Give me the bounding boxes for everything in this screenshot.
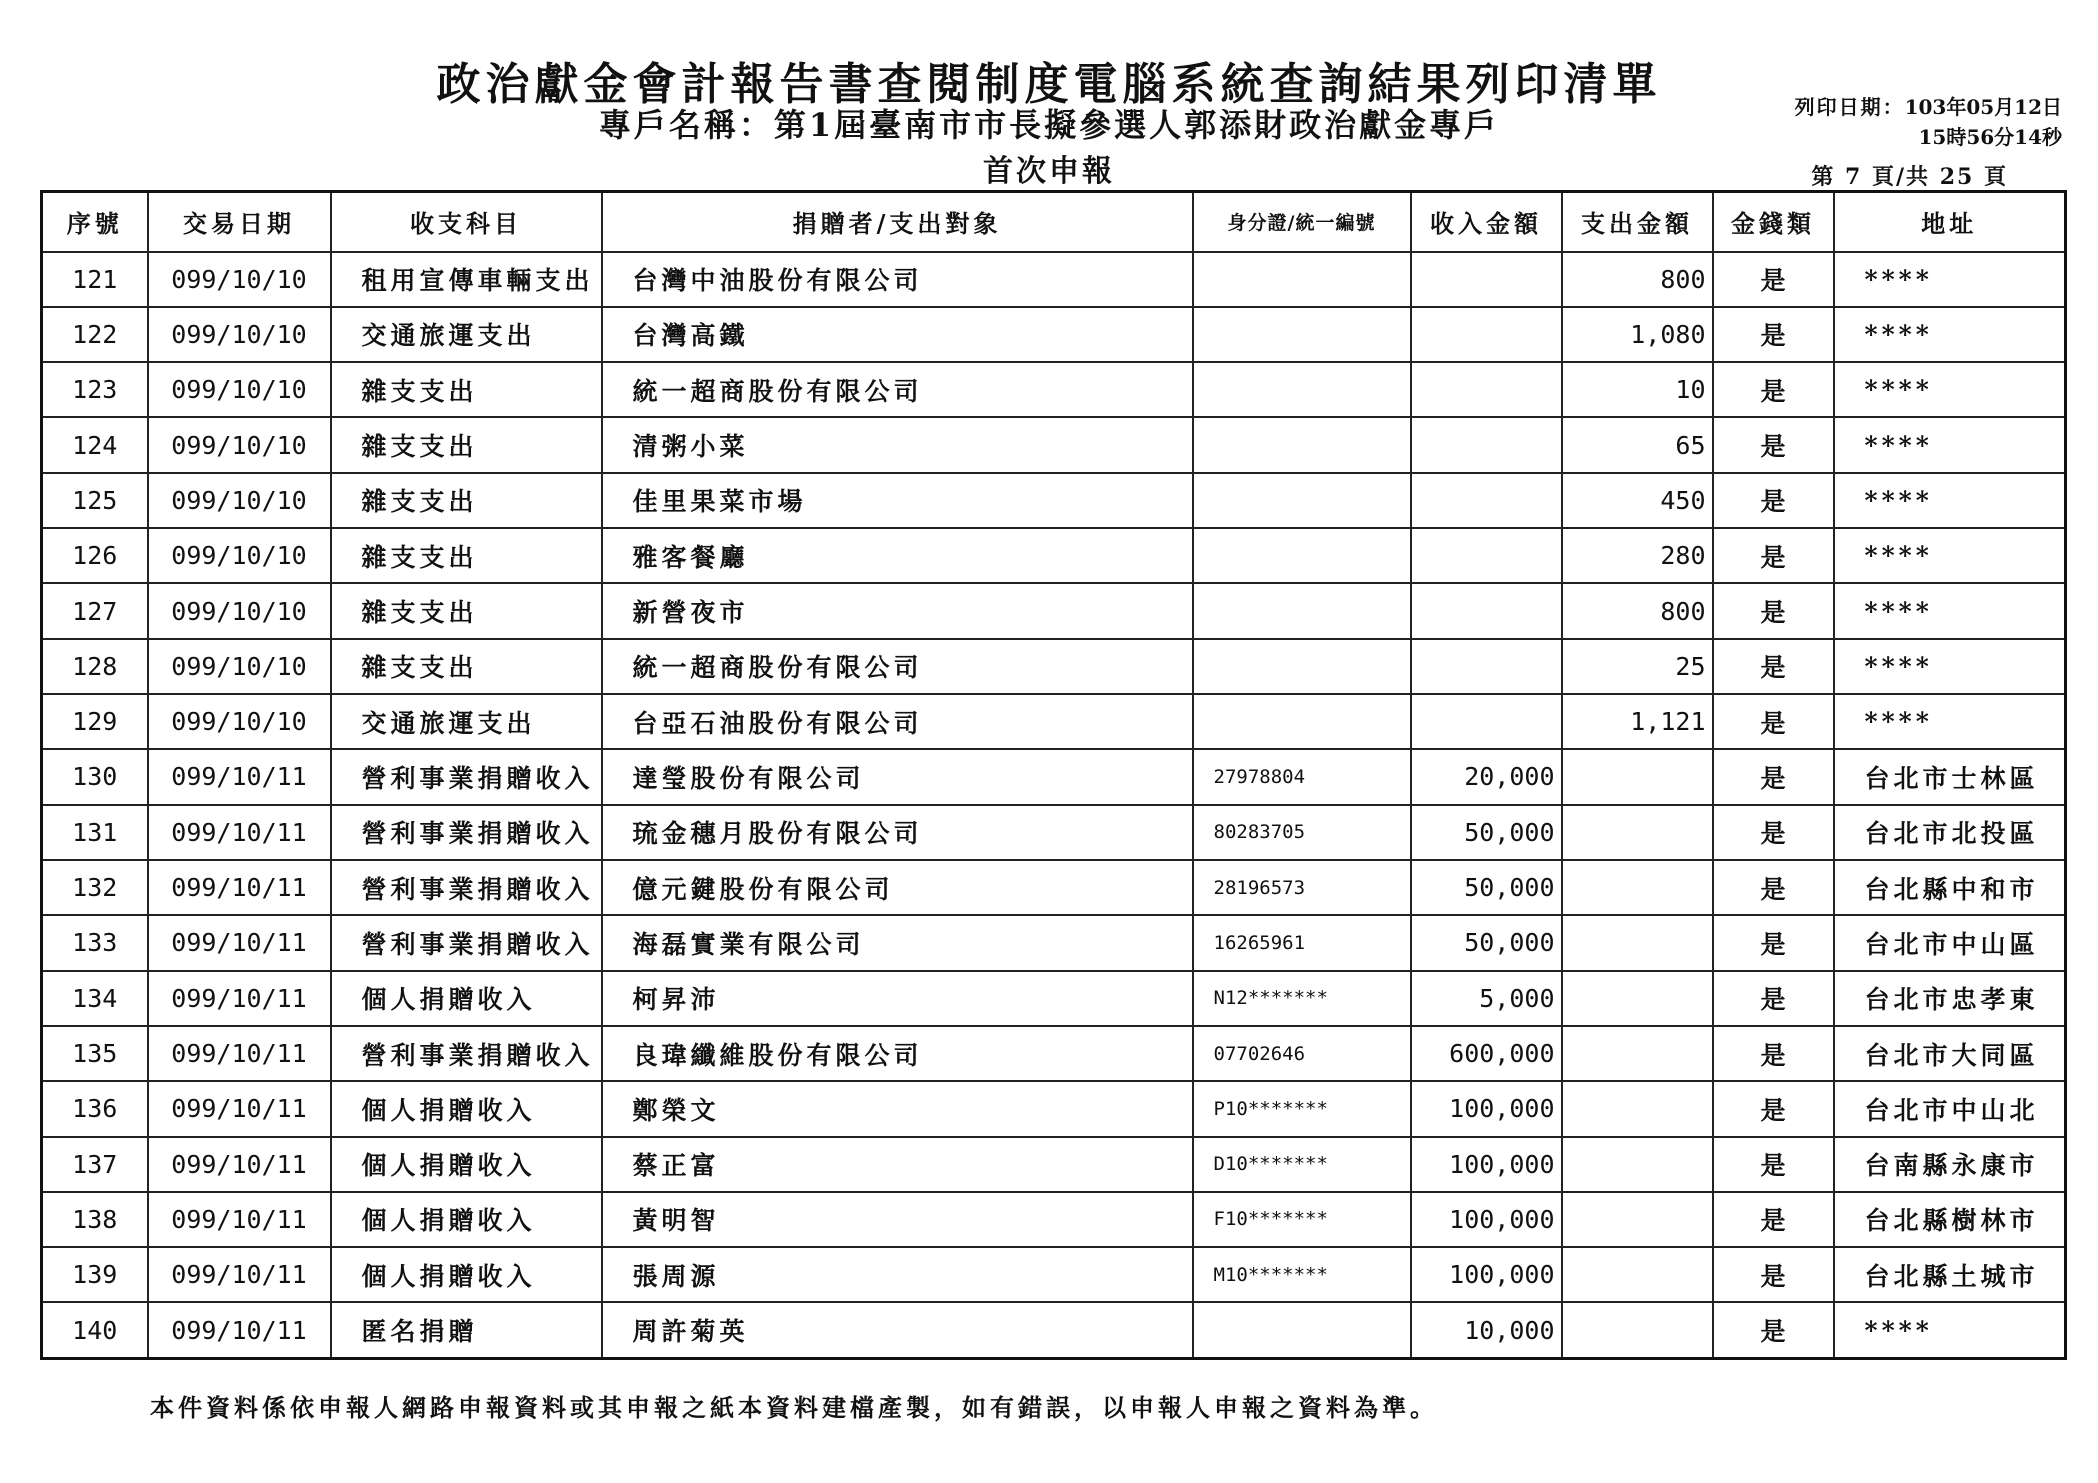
address: **** — [1834, 473, 2066, 528]
id-number — [1193, 417, 1411, 472]
transaction-date: 099/10/11 — [148, 915, 331, 970]
account-label: 專戶名稱： — [598, 106, 774, 144]
category: 營利事業捐贈收入 — [331, 860, 602, 915]
table-row — [42, 749, 2066, 804]
transaction-date: 099/10/10 — [148, 252, 331, 307]
row-number: 137 — [42, 1137, 148, 1192]
table-row — [42, 583, 2066, 638]
category: 個人捐贈收入 — [331, 1247, 602, 1302]
income-amount: 5,000 — [1411, 971, 1562, 1026]
row-number: 130 — [42, 749, 148, 804]
table-row — [42, 1137, 2066, 1192]
id-number: 27978804 — [1193, 749, 1411, 804]
donor-or-payee: 黃明智 — [602, 1192, 1193, 1247]
address: 台北縣土城市 — [1834, 1247, 2066, 1302]
address: **** — [1834, 252, 2066, 307]
column-header: 地址 — [1834, 192, 2066, 252]
category: 營利事業捐贈收入 — [331, 805, 602, 860]
expense-amount — [1562, 1192, 1713, 1247]
transaction-date: 099/10/10 — [148, 583, 331, 638]
address: **** — [1834, 417, 2066, 472]
print-date-label: 列印日期： — [1794, 95, 1905, 119]
id-number: D10******* — [1193, 1137, 1411, 1192]
category: 個人捐贈收入 — [331, 1081, 602, 1136]
expense-amount — [1562, 805, 1713, 860]
income-amount: 600,000 — [1411, 1026, 1562, 1081]
transaction-date: 099/10/11 — [148, 1026, 331, 1081]
id-number: N12******* — [1193, 971, 1411, 1026]
id-number: 16265961 — [1193, 915, 1411, 970]
table-row — [42, 1302, 2066, 1358]
donor-or-payee: 鄭榮文 — [602, 1081, 1193, 1136]
monetary-flag: 是 — [1713, 1137, 1834, 1192]
expense-amount: 1,080 — [1562, 307, 1713, 362]
monetary-flag: 是 — [1713, 805, 1834, 860]
category: 雜支支出 — [331, 417, 602, 472]
income-amount — [1411, 694, 1562, 749]
transaction-date: 099/10/11 — [148, 749, 331, 804]
donor-or-payee: 張周源 — [602, 1247, 1193, 1302]
table-row — [42, 805, 2066, 860]
monetary-flag: 是 — [1713, 583, 1834, 638]
donor-or-payee: 統一超商股份有限公司 — [602, 362, 1193, 417]
column-header: 金錢類 — [1713, 192, 1834, 252]
row-number: 140 — [42, 1302, 148, 1358]
category: 雜支支出 — [331, 583, 602, 638]
income-amount: 100,000 — [1411, 1137, 1562, 1192]
monetary-flag: 是 — [1713, 307, 1834, 362]
table-row — [42, 694, 2066, 749]
transaction-date: 099/10/10 — [148, 694, 331, 749]
monetary-flag: 是 — [1713, 528, 1834, 583]
category: 營利事業捐贈收入 — [331, 749, 602, 804]
page-info: 第 7 頁/共 25 頁 — [1811, 164, 2008, 190]
donor-or-payee: 億元鍵股份有限公司 — [602, 860, 1193, 915]
transaction-date: 099/10/11 — [148, 971, 331, 1026]
address: **** — [1834, 307, 2066, 362]
address: 台北縣樹林市 — [1834, 1192, 2066, 1247]
donor-or-payee: 統一超商股份有限公司 — [602, 639, 1193, 694]
transaction-date: 099/10/10 — [148, 473, 331, 528]
row-number: 122 — [42, 307, 148, 362]
monetary-flag: 是 — [1713, 915, 1834, 970]
income-amount — [1411, 417, 1562, 472]
id-number — [1193, 583, 1411, 638]
table-row — [42, 860, 2066, 915]
monetary-flag: 是 — [1713, 252, 1834, 307]
transaction-date: 099/10/10 — [148, 639, 331, 694]
id-number — [1193, 694, 1411, 749]
id-number: P10******* — [1193, 1081, 1411, 1136]
column-header: 身分證/統一編號 — [1193, 192, 1411, 252]
row-number: 136 — [42, 1081, 148, 1136]
id-number — [1193, 362, 1411, 417]
print-date — [1795, 92, 2062, 152]
row-number: 121 — [42, 252, 148, 307]
address: 台南縣永康市 — [1834, 1137, 2066, 1192]
row-number: 138 — [42, 1192, 148, 1247]
income-amount: 100,000 — [1411, 1192, 1562, 1247]
row-number: 128 — [42, 639, 148, 694]
expense-amount — [1562, 1137, 1713, 1192]
monetary-flag: 是 — [1713, 694, 1834, 749]
donor-or-payee: 新營夜市 — [602, 583, 1193, 638]
transaction-date: 099/10/11 — [148, 1192, 331, 1247]
income-amount — [1411, 252, 1562, 307]
table-row — [42, 417, 2066, 472]
transaction-date: 099/10/11 — [148, 1302, 331, 1358]
monetary-flag: 是 — [1713, 971, 1834, 1026]
donor-or-payee: 台亞石油股份有限公司 — [602, 694, 1193, 749]
address: **** — [1834, 694, 2066, 749]
table-row — [42, 1026, 2066, 1081]
expense-amount: 1,121 — [1562, 694, 1713, 749]
income-amount: 100,000 — [1411, 1247, 1562, 1302]
expense-amount: 800 — [1562, 252, 1713, 307]
id-number: 28196573 — [1193, 860, 1411, 915]
category: 營利事業捐贈收入 — [331, 1026, 602, 1081]
donor-or-payee: 雅客餐廳 — [602, 528, 1193, 583]
row-number: 126 — [42, 528, 148, 583]
monetary-flag: 是 — [1713, 1081, 1834, 1136]
category: 租用宣傳車輛支出 — [331, 252, 602, 307]
expense-amount: 65 — [1562, 417, 1713, 472]
address: 台北市忠孝東 — [1834, 971, 2066, 1026]
category: 雜支支出 — [331, 362, 602, 417]
income-amount: 10,000 — [1411, 1302, 1562, 1358]
column-header: 捐贈者/支出對象 — [602, 192, 1193, 252]
expense-amount: 10 — [1562, 362, 1713, 417]
account-value: 第1屆臺南市市長擬參選人郭添財政治獻金專戶 — [773, 106, 1500, 144]
donor-or-payee: 周許菊英 — [602, 1302, 1193, 1358]
income-amount: 50,000 — [1411, 805, 1562, 860]
address: 台北市中山區 — [1834, 915, 2066, 970]
table-row — [42, 915, 2066, 970]
transaction-date: 099/10/10 — [148, 417, 331, 472]
expense-amount — [1562, 749, 1713, 804]
id-number: 80283705 — [1193, 805, 1411, 860]
transaction-date: 099/10/11 — [148, 1137, 331, 1192]
column-header: 收入金額 — [1411, 192, 1562, 252]
expense-amount — [1562, 971, 1713, 1026]
income-amount — [1411, 583, 1562, 638]
expense-amount — [1562, 1026, 1713, 1081]
transaction-date: 099/10/11 — [148, 1081, 331, 1136]
address: **** — [1834, 1302, 2066, 1358]
id-number — [1193, 1302, 1411, 1358]
income-amount — [1411, 528, 1562, 583]
table-row — [42, 528, 2066, 583]
print-time-value: 15時56分14秒 — [1918, 125, 2062, 149]
income-amount — [1411, 639, 1562, 694]
donor-or-payee: 柯昇沛 — [602, 971, 1193, 1026]
donor-or-payee: 台灣高鐵 — [602, 307, 1193, 362]
table-row — [42, 362, 2066, 417]
id-number — [1193, 528, 1411, 583]
row-number: 132 — [42, 860, 148, 915]
income-amount: 50,000 — [1411, 860, 1562, 915]
address: **** — [1834, 528, 2066, 583]
id-number: 07702646 — [1193, 1026, 1411, 1081]
column-header: 交易日期 — [148, 192, 331, 252]
monetary-flag: 是 — [1713, 749, 1834, 804]
row-number: 125 — [42, 473, 148, 528]
table-row — [42, 252, 2066, 307]
donor-or-payee: 良瑋纖維股份有限公司 — [602, 1026, 1193, 1081]
row-number: 127 — [42, 583, 148, 638]
account-name — [0, 100, 2098, 146]
income-amount — [1411, 307, 1562, 362]
address: **** — [1834, 583, 2066, 638]
column-header: 序號 — [42, 192, 148, 252]
donor-or-payee: 佳里果菜市場 — [602, 473, 1193, 528]
donor-or-payee: 琉金穗月股份有限公司 — [602, 805, 1193, 860]
id-number: M10******* — [1193, 1247, 1411, 1302]
income-amount: 50,000 — [1411, 915, 1562, 970]
table-body — [42, 252, 2066, 1359]
row-number: 139 — [42, 1247, 148, 1302]
expense-amount — [1562, 915, 1713, 970]
row-number: 124 — [42, 417, 148, 472]
print-date-value: 103年05月12日 — [1904, 95, 2062, 119]
address: 台北縣中和市 — [1834, 860, 2066, 915]
expense-amount: 450 — [1562, 473, 1713, 528]
row-number: 133 — [42, 915, 148, 970]
expense-amount — [1562, 1247, 1713, 1302]
column-header: 收支科目 — [331, 192, 602, 252]
header-row — [42, 192, 2066, 252]
table-row — [42, 1247, 2066, 1302]
category: 匿名捐贈 — [331, 1302, 602, 1358]
transaction-date: 099/10/11 — [148, 805, 331, 860]
column-header: 支出金額 — [1562, 192, 1713, 252]
transaction-date: 099/10/10 — [148, 528, 331, 583]
transaction-date: 099/10/11 — [148, 860, 331, 915]
address: 台北市中山北 — [1834, 1081, 2066, 1136]
income-amount — [1411, 473, 1562, 528]
income-amount: 100,000 — [1411, 1081, 1562, 1136]
category: 雜支支出 — [331, 528, 602, 583]
expense-amount: 800 — [1562, 583, 1713, 638]
transaction-date: 099/10/10 — [148, 307, 331, 362]
document-title: 政治獻金會計報告書查閱制度電腦系統查詢結果列印清單 — [436, 59, 1662, 110]
address: **** — [1834, 362, 2066, 417]
income-amount: 20,000 — [1411, 749, 1562, 804]
monetary-flag: 是 — [1713, 1247, 1834, 1302]
row-number: 134 — [42, 971, 148, 1026]
category: 雜支支出 — [331, 639, 602, 694]
id-number — [1193, 473, 1411, 528]
footnote: 本件資料係依申報人網路申報資料或其申報之紙本資料建檔產製，如有錯誤，以申報人申報之資料為準。 — [150, 1393, 1438, 1422]
category: 雜支支出 — [331, 473, 602, 528]
monetary-flag: 是 — [1713, 362, 1834, 417]
monetary-flag: 是 — [1713, 1302, 1834, 1358]
table-row — [42, 1192, 2066, 1247]
monetary-flag: 是 — [1713, 473, 1834, 528]
records-table — [40, 190, 2067, 1360]
address: 台北市士林區 — [1834, 749, 2066, 804]
expense-amount — [1562, 1302, 1713, 1358]
category: 個人捐贈收入 — [331, 1192, 602, 1247]
monetary-flag: 是 — [1713, 860, 1834, 915]
category: 個人捐贈收入 — [331, 971, 602, 1026]
category: 交通旅運支出 — [331, 694, 602, 749]
table-row — [42, 473, 2066, 528]
table-row — [42, 971, 2066, 1026]
category: 交通旅運支出 — [331, 307, 602, 362]
income-amount — [1411, 362, 1562, 417]
address: 台北市北投區 — [1834, 805, 2066, 860]
id-number — [1193, 252, 1411, 307]
transaction-date: 099/10/10 — [148, 362, 331, 417]
monetary-flag: 是 — [1713, 1026, 1834, 1081]
monetary-flag: 是 — [1713, 417, 1834, 472]
row-number: 123 — [42, 362, 148, 417]
table-row — [42, 639, 2066, 694]
expense-amount — [1562, 860, 1713, 915]
donor-or-payee: 清粥小菜 — [602, 417, 1193, 472]
id-number — [1193, 639, 1411, 694]
report-type: 首次申報 — [983, 154, 1115, 189]
id-number: F10******* — [1193, 1192, 1411, 1247]
monetary-flag: 是 — [1713, 1192, 1834, 1247]
category: 個人捐贈收入 — [331, 1137, 602, 1192]
donor-or-payee: 台灣中油股份有限公司 — [602, 252, 1193, 307]
table-row — [42, 1081, 2066, 1136]
row-number: 131 — [42, 805, 148, 860]
monetary-flag: 是 — [1713, 639, 1834, 694]
expense-amount: 280 — [1562, 528, 1713, 583]
expense-amount: 25 — [1562, 639, 1713, 694]
address: 台北市大同區 — [1834, 1026, 2066, 1081]
row-number: 129 — [42, 694, 148, 749]
expense-amount — [1562, 1081, 1713, 1136]
donor-or-payee: 達瑩股份有限公司 — [602, 749, 1193, 804]
transaction-date: 099/10/11 — [148, 1247, 331, 1302]
donor-or-payee: 蔡正富 — [602, 1137, 1193, 1192]
address: **** — [1834, 639, 2066, 694]
row-number: 135 — [42, 1026, 148, 1081]
category: 營利事業捐贈收入 — [331, 915, 602, 970]
id-number — [1193, 307, 1411, 362]
table-row — [42, 307, 2066, 362]
donor-or-payee: 海磊實業有限公司 — [602, 915, 1193, 970]
